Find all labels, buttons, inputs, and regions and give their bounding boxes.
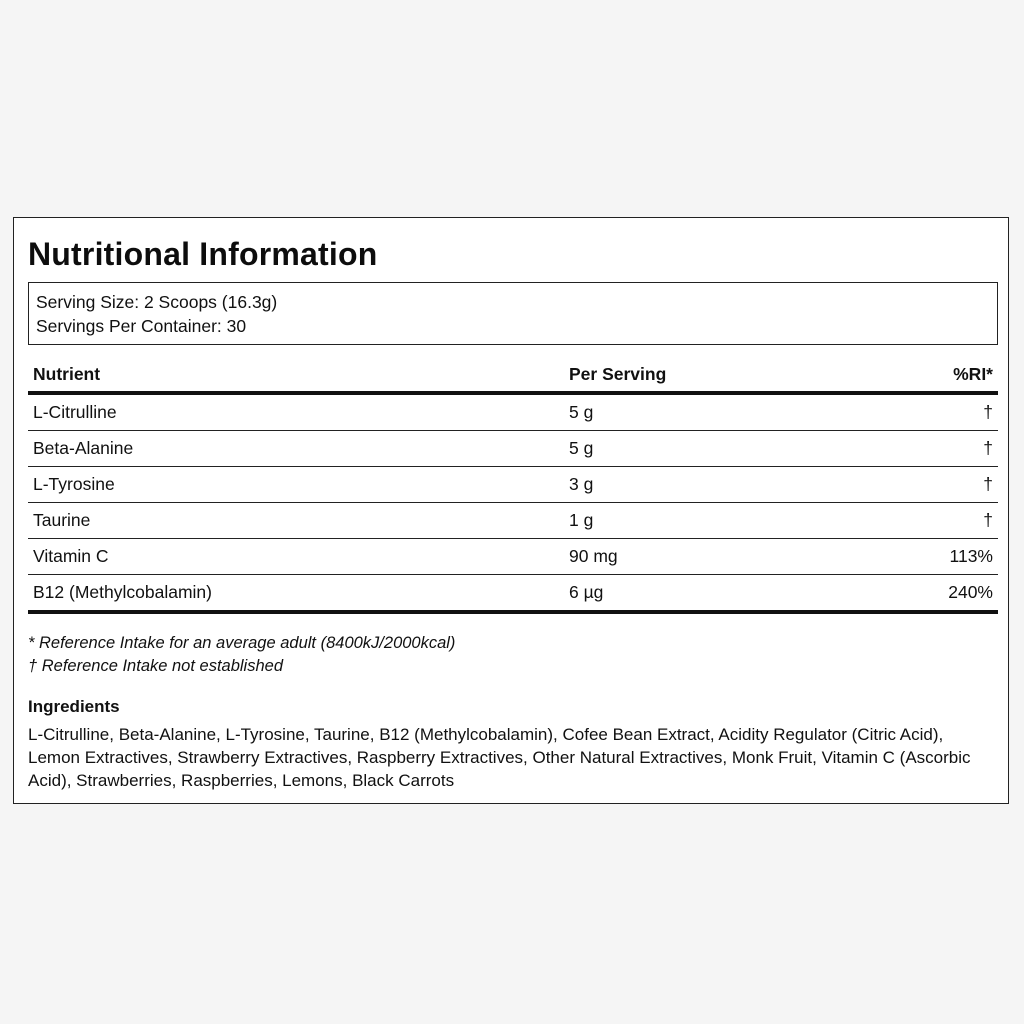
footnote-reference-intake: * Reference Intake for an average adult (8400kJ/2000kcal)	[28, 634, 456, 652]
nutrient-amount: 1 g	[564, 503, 874, 539]
nutrient-amount: 5 g	[564, 393, 874, 431]
nutrient-ri: 113%	[874, 539, 998, 575]
serving-info-box	[28, 282, 998, 345]
nutrient-table	[28, 358, 998, 614]
nutrient-ri: 240%	[874, 575, 998, 613]
nutrient-name: Taurine	[28, 503, 564, 539]
header-nutrient: Nutrient	[28, 358, 564, 393]
nutrition-panel	[13, 217, 1009, 804]
nutrient-ri: †	[874, 503, 998, 539]
nutrient-name: Vitamin C	[28, 539, 564, 575]
panel-title: Nutritional Information	[28, 236, 378, 272]
nutrient-name: L-Tyrosine	[28, 467, 564, 503]
ingredients-heading: Ingredients	[28, 697, 120, 716]
table-row	[28, 575, 998, 613]
nutrient-amount: 90 mg	[564, 539, 874, 575]
nutrient-ri: †	[874, 393, 998, 431]
table-row	[28, 539, 998, 575]
servings-per-container: Servings Per Container: 30	[36, 316, 247, 336]
nutrient-amount: 3 g	[564, 467, 874, 503]
table-row	[28, 431, 998, 467]
table-row	[28, 393, 998, 431]
footnote-not-established: † Reference Intake not established	[28, 657, 284, 675]
serving-size: Serving Size: 2 Scoops (16.3g)	[36, 292, 278, 312]
ingredients-list: L-Citrulline, Beta-Alanine, L-Tyrosine, Taurine, B12 (Methylcobalamin), Cofee Bean Extract, Acidity Regulator (Citric Acid), Lemon Extractives, Strawberry Extractives, Raspberry Extractives, Other Natural Extractives, Monk Fruit, Vitamin C (Ascorbic Acid), Strawberries, Raspberries, Lemons, Black Carrots	[28, 725, 971, 790]
header-per-serving: Per Serving	[564, 358, 874, 393]
nutrient-ri: †	[874, 431, 998, 467]
footnotes	[28, 632, 988, 678]
nutrient-name: L-Citrulline	[28, 393, 564, 431]
header-ri: %RI*	[874, 358, 998, 393]
nutrient-ri: †	[874, 467, 998, 503]
nutrient-name: B12 (Methylcobalamin)	[28, 575, 564, 613]
nutrient-amount: 5 g	[564, 431, 874, 467]
nutrient-name: Beta-Alanine	[28, 431, 564, 467]
table-row	[28, 503, 998, 539]
table-header-row	[28, 358, 998, 393]
table-row	[28, 467, 998, 503]
nutrient-amount: 6 µg	[564, 575, 874, 613]
